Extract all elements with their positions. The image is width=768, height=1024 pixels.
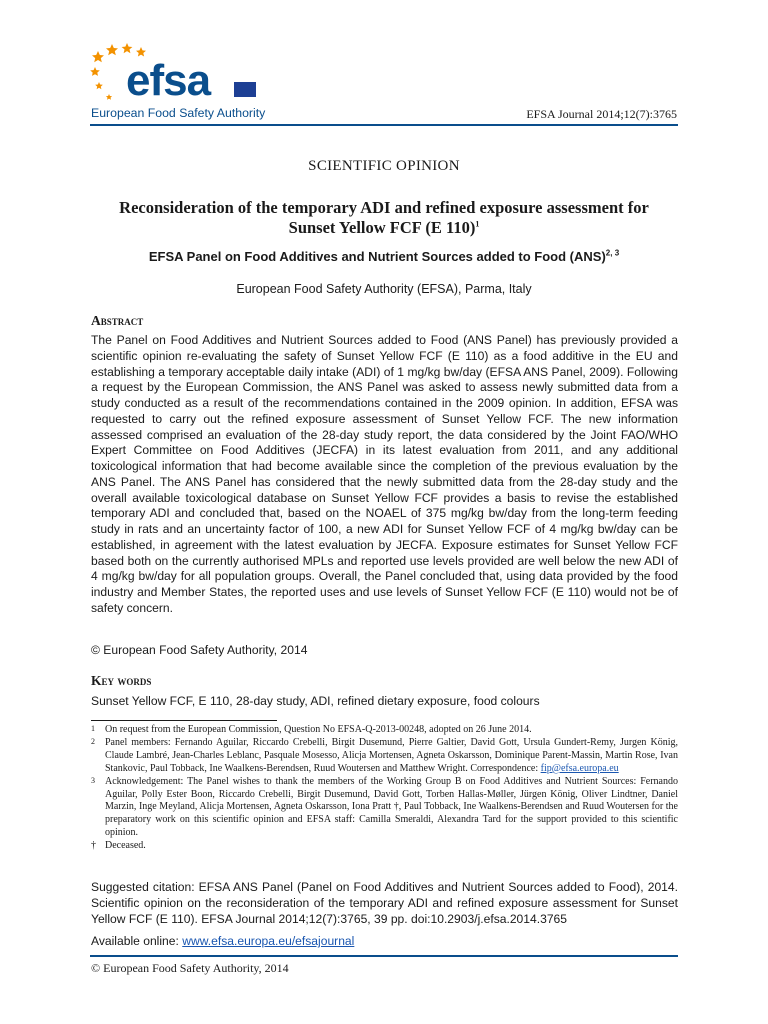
- footnote-mark: †: [91, 840, 96, 852]
- journal-link[interactable]: www.efsa.europa.eu/efsajournal: [182, 934, 355, 948]
- footnote: [91, 776, 678, 841]
- footnote-divider: [91, 720, 277, 721]
- footnote-text: Acknowledgement: The Panel wishes to thank the members of the Working Group B on Food Additives and Nutrient Sources: Fernando Aguilar, Polly Ester Boon, Riccardo Crebelli, Birgit Dusemund, David Gott, Torben Hallas-Møller, Jürgen König, Oliver Lindtner, Daniel Marzin, Inge Meyland, Alicja Mortensen, Agneta Oskarsson, Iona Pratt †, Paul Tobback, Ine Waalkens-Berendsen and Ruud Woutersen for the preparatory work on this scientific opinion and EFSA staff: Camilla Smeraldi, Alexandra Tard for the support provided to this scientific opinion.: [105, 775, 678, 839]
- eu-flag-icon: [234, 82, 256, 97]
- panel-footnote-mark: 2, 3: [605, 248, 620, 258]
- available-online: [91, 934, 354, 948]
- footnote-mark: 1: [91, 724, 95, 733]
- suggested-citation: Suggested citation: EFSA ANS Panel (Panel on Food Additives and Nutrient Sources added to Food), 2014. Scientific opinion on the reconsideration of the temporary ADI and refined exposure assessment for Sunset Yellow FCF (E 110). EFSA Journal 2014;12(7):3765, 39 pp. doi:10.2903/j.efsa.2014.3765: [91, 880, 678, 926]
- footnote-mark: 3: [91, 775, 95, 785]
- document-type: SCIENTIFIC OPINION: [308, 158, 460, 174]
- footnotes: [91, 724, 678, 853]
- footnote-mark: 2: [91, 736, 95, 746]
- abstract-heading: Abstract: [91, 313, 144, 328]
- footnote-text: Panel members: Fernando Aguilar, Riccardo Crebelli, Birgit Dusemund, Pierre Galtier, David Gott, Ursula Gundert-Remy, Jurgen König, Claude Lambré, Jean-Charles Leblanc, Pasquale Mosesso, Alicja Mortensen, Agneta Oskarsson, Dominique Parent-Massin, Martin Rose, Ivan Stankovic, Paul Tobback, Ine Waalkens-Berendsen, Ruud Woutersen and Matthew Wright. Correspondence:: [105, 736, 678, 774]
- available-label: Available online:: [91, 934, 179, 948]
- abstract-copyright: © European Food Safety Authority, 2014: [91, 643, 308, 657]
- footnote-body: [105, 737, 678, 776]
- keywords-list: Sunset Yellow FCF, E 110, 28-day study, ADI, refined dietary exposure, food colours: [91, 694, 540, 708]
- document-title: [90, 198, 678, 238]
- efsa-logo: [90, 42, 290, 122]
- logo-wordmark: efsa: [126, 56, 211, 105]
- footer-divider: [90, 955, 678, 957]
- footnote-text: On request from the European Commission, Question No EFSA-Q-2013-00248, adopted on 26 June 2014.: [105, 724, 532, 735]
- keywords-heading: Key words: [91, 673, 152, 688]
- footnote: [91, 724, 678, 737]
- footnote: [91, 737, 678, 776]
- affiliation: European Food Safety Authority (EFSA), Parma, Italy: [236, 282, 532, 296]
- title-footnote-mark: 1: [475, 219, 480, 229]
- footnote: [91, 840, 678, 853]
- title-line-1: Reconsideration of the temporary ADI and refined exposure assessment for: [119, 198, 649, 217]
- panel-name: [90, 249, 678, 264]
- authority-name: European Food Safety Authority: [91, 106, 266, 120]
- correspondence-email-link[interactable]: fip@efsa.europa.eu: [540, 762, 619, 774]
- footnote-text: Deceased.: [105, 840, 146, 852]
- journal-reference: EFSA Journal 2014;12(7):3765: [526, 107, 677, 121]
- footer-copyright: © European Food Safety Authority, 2014: [91, 961, 289, 975]
- header-divider: [90, 124, 678, 126]
- panel-text: EFSA Panel on Food Additives and Nutrient Sources added to Food (ANS): [148, 249, 606, 264]
- title-line-2: Sunset Yellow FCF (E 110): [288, 218, 476, 237]
- abstract-body: The Panel on Food Additives and Nutrient Sources added to Food (ANS Panel) has previously provided a scientific opinion re-evaluating the safety of Sunset Yellow FCF (E 110) as a food additive in the EU and establishing a temporary acceptable daily intake (ADI) of 1 mg/kg bw/day (EFSA ANS Panel, 2009). Following a request by the European Commission, the ANS Panel was asked to assess newly submitted data from a study conducted as a result of the recommendations contained in the 2009 opinion. In addition, EFSA was requested to carry out the refined exposure assessment of Sunset Yellow FCF. The new information assessed comprised an evaluation of the 28-day study report, the data considered by the Joint FAO/WHO Expert Committee on Food Additives (JECFA) in its latest evaluation from 2011, and any additional toxicological information that had become available since the completion of the previous evaluation by the ANS Panel. The ANS Panel has considered that the newly submitted data from the 28-day study and the overall available toxicological database on Sunset Yellow FCF provides a basis to revise the established temporary ADI and concluded that, based on the NOAEL of 375 mg/kg bw/day from the long-term feeding study in rats and an uncertainty factor of 100, a new ADI for Sunset Yellow FCF of 4 mg/kg bw/day can be established, in agreement with the latest evaluation by JECFA. Exposure estimates for Sunset Yellow FCF based both on the currently authorised MPLs and reported use levels provided are well below the new ADI of 4 mg/kg bw/day for all population groups. Overall, the Panel concluded that, using data provided by the food industry and Member States, the reported uses and use levels of Sunset Yellow FCF (E 110) would not be of safety concern.: [91, 333, 678, 615]
